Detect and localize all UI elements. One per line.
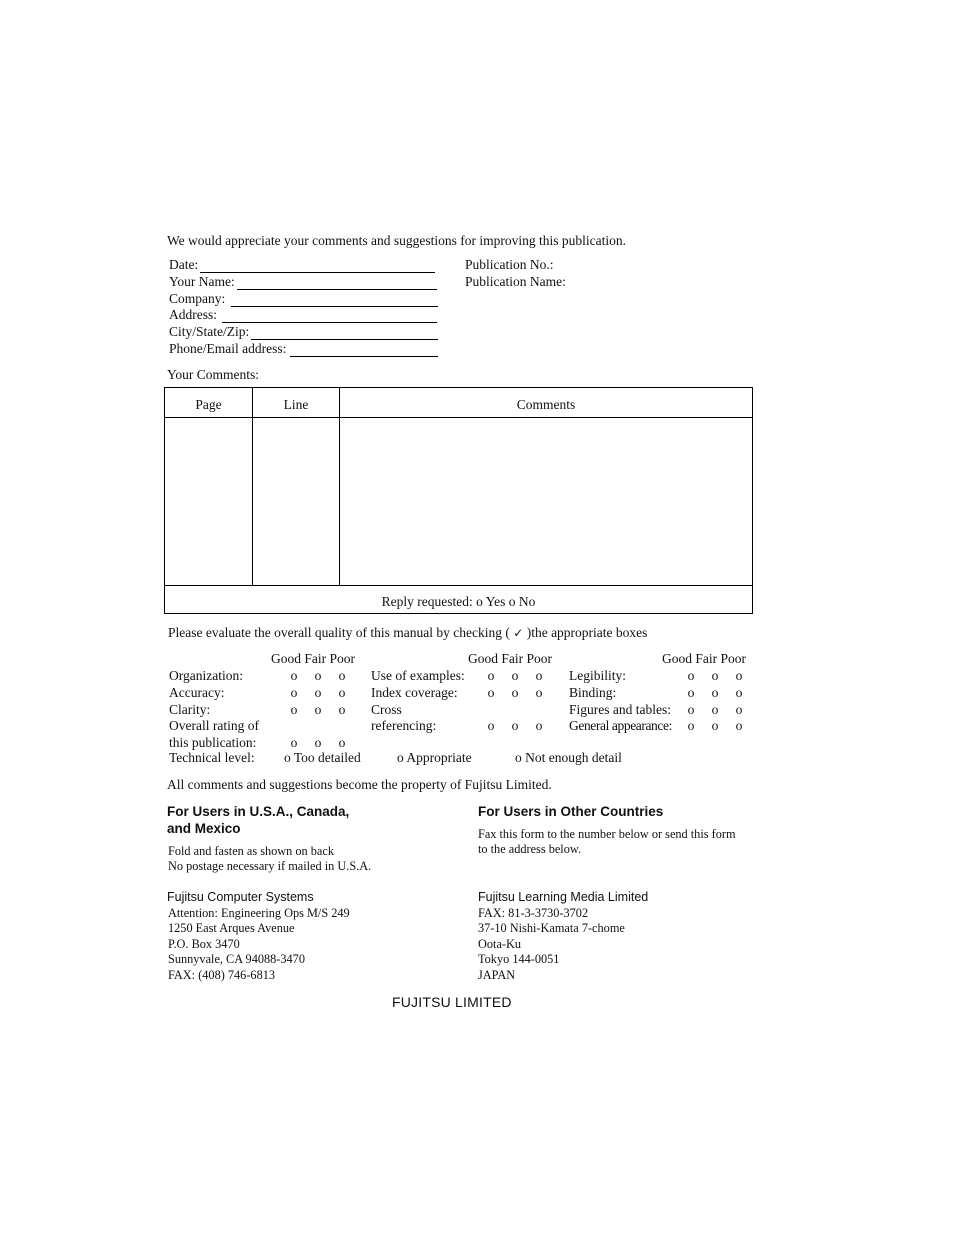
radio-fair[interactable]: o xyxy=(511,718,519,733)
index-coverage-rating[interactable] xyxy=(479,684,551,701)
company-label: Company: xyxy=(169,291,226,306)
radio-good[interactable]: o xyxy=(687,685,695,700)
usa-address-line: Attention: Engineering Ops M/S 249 xyxy=(168,906,350,920)
binding-label: Binding: xyxy=(569,685,617,700)
usa-company: Fujitsu Computer Systems xyxy=(167,890,314,904)
radio-poor[interactable]: o xyxy=(338,702,346,717)
radio-good[interactable]: o xyxy=(687,702,695,717)
intro-text: We would appreciate your comments and suggestions for improving this publication. xyxy=(167,233,626,248)
tech-option-appropriate[interactable]: o Appropriate xyxy=(397,750,472,765)
phone-email-field[interactable] xyxy=(169,340,438,357)
reply-requested[interactable]: Reply requested: o Yes o No xyxy=(381,594,536,609)
other-address-line: Tokyo 144-0051 xyxy=(478,952,560,966)
radio-fair[interactable]: o xyxy=(711,685,719,700)
general-appearance-label: General appearance: xyxy=(569,718,672,733)
clarity-rating[interactable] xyxy=(282,701,354,718)
radio-good[interactable]: o xyxy=(487,718,495,733)
date-field[interactable] xyxy=(169,256,435,273)
comments-table xyxy=(164,387,753,614)
radio-poor[interactable]: o xyxy=(735,685,743,700)
other-note-line2: to the address below. xyxy=(478,842,582,856)
other-note-line1: Fax this form to the number below or send this form xyxy=(478,827,736,841)
table-header-comments: Comments xyxy=(516,397,576,412)
use-of-examples-rating[interactable] xyxy=(479,667,551,684)
scale-header-col2: Good Fair Poor xyxy=(468,651,552,666)
cross-label: Cross xyxy=(371,702,402,717)
binding-rating[interactable] xyxy=(679,684,751,701)
organization-label: Organization: xyxy=(169,668,243,683)
radio-fair[interactable]: o xyxy=(711,702,719,717)
other-address-line: 37-10 Nishi-Kamata 7-chome xyxy=(478,921,625,935)
evaluate-instruction: Please evaluate the overall quality of this manual by checking ( ✓ )the appropriate boxes xyxy=(168,625,648,640)
table-header-page: Page xyxy=(195,397,222,412)
company-field[interactable] xyxy=(169,290,438,307)
tech-option-not-enough-detail[interactable]: o Not enough detail xyxy=(515,750,622,765)
usa-heading-line1: For Users in U.S.A., Canada, xyxy=(167,804,350,819)
radio-poor[interactable]: o xyxy=(338,685,346,700)
address-field[interactable] xyxy=(169,306,437,323)
radio-fair[interactable]: o xyxy=(314,685,322,700)
publication-name-label: Publication Name: xyxy=(465,274,566,289)
radio-fair[interactable]: o xyxy=(711,668,719,683)
usa-address-line: 1250 East Arques Avenue xyxy=(168,921,295,935)
scale-header-col1: Good Fair Poor xyxy=(271,651,355,666)
table-header-line: Line xyxy=(283,397,309,412)
radio-poor[interactable]: o xyxy=(535,718,543,733)
accuracy-label: Accuracy: xyxy=(169,685,225,700)
table-footer-divider xyxy=(165,585,752,586)
radio-good[interactable]: o xyxy=(487,668,495,683)
radio-poor[interactable]: o xyxy=(338,735,346,750)
city-state-zip-field[interactable] xyxy=(169,323,438,340)
radio-fair[interactable]: o xyxy=(314,702,322,717)
this-publication-label: this publication: xyxy=(169,735,257,750)
radio-good[interactable]: o xyxy=(290,735,298,750)
radio-poor[interactable]: o xyxy=(735,668,743,683)
other-fax: FAX: 81-3-3730-3702 xyxy=(478,906,589,920)
technical-level-label: Technical level: xyxy=(169,750,255,765)
your-name-label: Your Name: xyxy=(169,274,235,289)
check-mark-icon: ✓ xyxy=(513,626,524,640)
radio-fair[interactable]: o xyxy=(511,668,519,683)
your-name-field[interactable] xyxy=(169,273,437,290)
overall-rating-label: Overall rating of xyxy=(169,718,259,733)
usa-heading-line2: and Mexico xyxy=(167,821,241,836)
radio-good[interactable]: o xyxy=(487,685,495,700)
radio-poor[interactable]: o xyxy=(535,685,543,700)
your-comments-label: Your Comments: xyxy=(167,367,260,382)
radio-good[interactable]: o xyxy=(290,702,298,717)
index-coverage-label: Index coverage: xyxy=(371,685,458,700)
line-input-cell[interactable] xyxy=(253,417,339,585)
referencing-label: referencing: xyxy=(371,718,437,733)
usa-note-line2: No postage necessary if mailed in U.S.A. xyxy=(168,859,372,873)
radio-poor[interactable]: o xyxy=(735,702,743,717)
figures-tables-label: Figures and tables: xyxy=(569,702,671,717)
radio-good[interactable]: o xyxy=(687,668,695,683)
date-label: Date: xyxy=(169,257,199,272)
city-state-zip-label: City/State/Zip: xyxy=(169,324,250,339)
use-of-examples-label: Use of examples: xyxy=(371,668,465,683)
usa-note-line1: Fold and fasten as shown on back xyxy=(168,844,334,858)
radio-good[interactable]: o xyxy=(290,685,298,700)
address-label: Address: xyxy=(169,307,217,322)
page-input-cell[interactable] xyxy=(165,417,252,585)
scale-header-col3: Good Fair Poor xyxy=(662,651,746,666)
other-address-line: Oota-Ku xyxy=(478,937,522,951)
usa-fax: FAX: (408) 746-6813 xyxy=(168,968,276,982)
comments-input-cell[interactable] xyxy=(340,417,752,585)
general-appearance-rating[interactable] xyxy=(679,717,751,734)
radio-poor[interactable]: o xyxy=(535,668,543,683)
usa-address-line: Sunnyvale, CA 94088-3470 xyxy=(168,952,305,966)
figures-tables-rating[interactable] xyxy=(679,701,751,718)
other-company: Fujitsu Learning Media Limited xyxy=(478,890,649,904)
property-note: All comments and suggestions become the property of Fujitsu Limited. xyxy=(167,777,552,792)
radio-fair[interactable]: o xyxy=(314,668,322,683)
usa-address-line: P.O. Box 3470 xyxy=(168,937,240,951)
other-address-line: JAPAN xyxy=(478,968,516,982)
radio-poor[interactable]: o xyxy=(735,718,743,733)
radio-fair[interactable]: o xyxy=(314,735,322,750)
accuracy-rating[interactable] xyxy=(282,684,354,701)
publication-no-label: Publication No.: xyxy=(465,257,554,272)
radio-poor[interactable]: o xyxy=(338,668,346,683)
other-heading: For Users in Other Countries xyxy=(478,804,664,819)
cross-referencing-rating[interactable] xyxy=(479,717,551,734)
clarity-label: Clarity: xyxy=(169,702,211,717)
organization-rating[interactable] xyxy=(282,667,354,684)
legibility-label: Legibility: xyxy=(569,668,626,683)
tech-option-too-detailed[interactable]: o Too detailed xyxy=(284,750,361,765)
phone-email-label: Phone/Email address: xyxy=(169,341,287,356)
radio-fair[interactable]: o xyxy=(511,685,519,700)
radio-good[interactable]: o xyxy=(290,668,298,683)
footer-brand: FUJITSU LIMITED xyxy=(392,994,512,1010)
radio-good[interactable]: o xyxy=(687,718,695,733)
radio-fair[interactable]: o xyxy=(711,718,719,733)
legibility-rating[interactable] xyxy=(679,667,751,684)
